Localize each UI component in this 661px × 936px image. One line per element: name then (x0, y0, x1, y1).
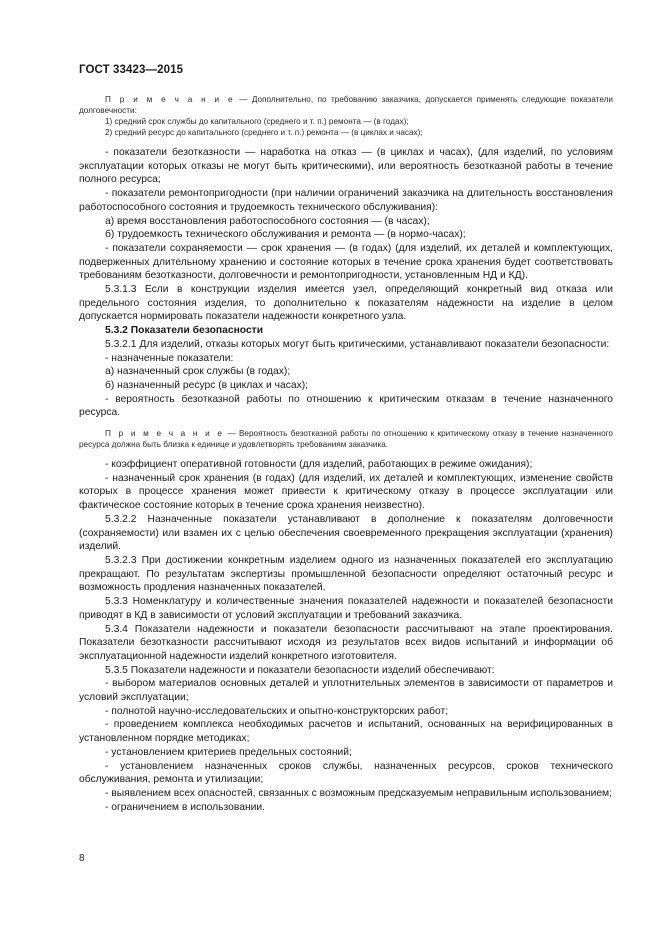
page-number: 8 (79, 853, 85, 864)
note-item: 1) средний срок службы до капитального (среднего и т. п.) ремонта — (в годах); (105, 117, 409, 126)
note-item: 2) средний ресурс до капитального (среднего и т. п.) ремонта — (в циклах и часах); (105, 128, 423, 137)
clause-5-3-4: 5.3.4 Показатели надежности и показатели безопасности рассчитывают на этапе проектирования. Показатели безотказности рассчитывают исходя из результатов всех видов испытаний и информации об эксплуатационной надежности изделий конкретного изготовителя. (79, 623, 613, 662)
clause-5-3-3: 5.3.3 Номенклатуру и количественные значения показателей надежности и показателей безопасности приводят в КД в зависимости от условий эксплуатации и требований заказчика. (79, 596, 613, 621)
list-item: б) трудоемкость технического обслуживания и ремонта — (в нормо-часах); (105, 229, 466, 241)
list-item: - коэффициент оперативной готовности (для изделий, работающих в режиме ожидания); (105, 459, 533, 471)
note-paragraph (79, 94, 613, 116)
clause-5-3-2-1: 5.3.2.1 Для изделий, отказы которых могут быть критическими, устанавливают показатели безопасности: (105, 338, 610, 350)
list-item: а) время восстановления работоспособного состояния — (в часах); (105, 215, 430, 227)
list-item: - назначенный срок хранения (в годах) (для изделий, их деталей и комплектующих, изменение свойств которых в процессе хранения может привести к критическому отказу в процессе эксплуатации или фактическое состояние которых в течение срока хранения неизвестно). (79, 472, 613, 512)
section-heading-5-3-2: 5.3.2 Показатели безопасности (105, 325, 264, 337)
list-item: а) назначенный срок службы (в годах); (105, 366, 291, 378)
list-item: - полнотой научно-исследовательских и опытно-конструкторских работ; (105, 705, 449, 717)
note-block (79, 428, 613, 450)
note-paragraph (79, 428, 613, 450)
list-item: - ограничением в использовании. (105, 801, 266, 813)
list-item: - назначенные показатели: (105, 352, 234, 364)
clause-5-3-2-2: 5.3.2.2 Назначенные показатели устанавливают в дополнение к показателям долговечности (сохраняемости) или взамен их с целью обеспечения своевременного прекращения эксплуатации (хранения) изделий. (79, 513, 613, 553)
paragraph: - показатели сохраняемости — срок хранения — (в годах) (для изделий, их деталей и комплектующих, подверженных длительному хранению и состояние которых в течение срока хранения будет соответствовать требованиям безотказности, долговечности и ремонтопригодности, установленным НД и КД). (79, 242, 613, 282)
list-item: - установлением назначенных сроков службы, назначенных ресурсов, сроков технического обслуживания, ремонта и утилизации; (79, 760, 613, 786)
paragraph: - показатели безотказности — наработка на отказ — (в циклах и часах), (для изделий, по условиям эксплуатации которых отказы не могут быть критическими), или вероятность безотказной работы в течение полного ресурса; (79, 147, 613, 186)
list-item: - установлением критериев предельных состояний; (105, 746, 352, 758)
list-item: - выбором материалов основных деталей и уплотнительных элементов в зависимости от параметров и условий эксплуатации; (79, 678, 613, 704)
list-item: б) назначенный ресурс (в циклах и часах); (105, 379, 309, 391)
note-block (79, 94, 613, 138)
standard-header: ГОСТ 33423—2015 (79, 64, 184, 76)
list-item: - вероятность безотказной работы по отношению к критическим отказам в течение назначенного ресурса. (79, 393, 613, 419)
note-label: П р и м е ч а н и е (105, 429, 225, 439)
list-item: - проведением комплекса необходимых расчетов и испытаний, основанных на верифицированных в установленном порядке методиках; (79, 719, 613, 745)
clause-5-3-2-3: 5.3.2.3 При достижении конкретным изделием одного из назначенных показателей его эксплуатацию прекращают. По результатам экспертизы промышленной безопасности определяют остаточный ресурс и возможность продления назначенных показателей. (79, 554, 613, 594)
note-text: — Вероятность безотказной работы по отношению к критическому отказу в течение назначенного ресурса должна быть близка к единице и удовлетворять требованиям заказчика. (79, 429, 613, 450)
paragraph: - показатели ремонтопригодности (при наличии ограничений заказчика на длительность восстановления работоспособного состояния и трудоемкость технического обслуживания): (79, 188, 613, 213)
list-item: - выявлением всех опасностей, связанных с возможным предсказуемым неправильным использованием; (105, 787, 612, 799)
page-content (79, 94, 613, 814)
clause-5-3-5: 5.3.5 Показатели надежности и показатели безопасности изделий обеспечивают: (105, 664, 495, 676)
note-label: П р и м е ч а н и е (105, 95, 235, 104)
clause-5-3-1-3: 5.3.1.3 Если в конструкции изделия имеется узел, определяющий конкретный вид отказа или предельного состояния изделия, то дополнительно к показателям надежности на изделие в целом допускается нормировать показатели надежности конкретного узла. (79, 284, 613, 323)
note-text: — Дополнительно, по требованию заказчика, допускается применять следующие показатели долговечности: (79, 95, 614, 115)
